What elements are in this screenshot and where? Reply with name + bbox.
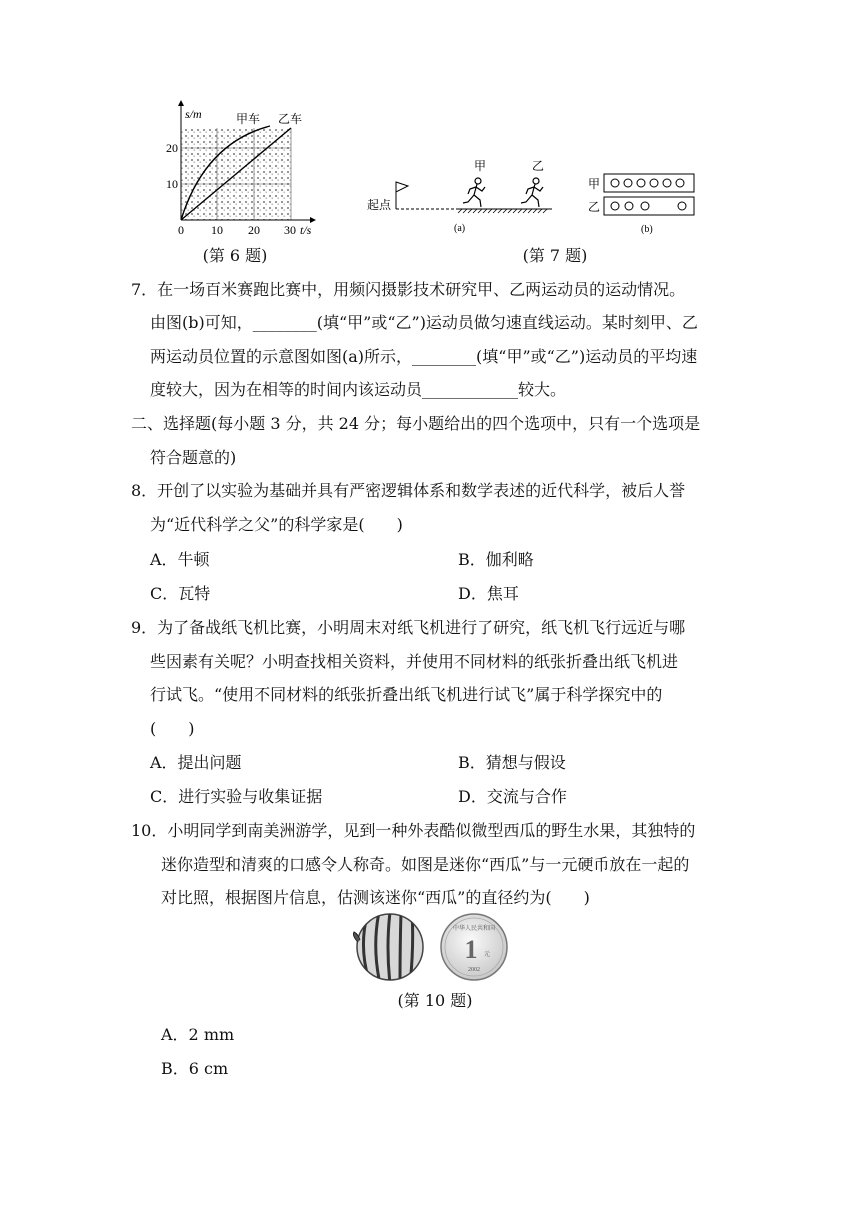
fig6-caption: (第 6 题) bbox=[202, 246, 268, 265]
start-flag bbox=[396, 182, 408, 192]
q8-option-d: D．焦耳 bbox=[458, 584, 519, 603]
y-axis-label: s/m bbox=[185, 107, 202, 121]
q8-line-2: 为“近代科学之父”的科学家是( ) bbox=[150, 515, 403, 534]
q9-line-3: 行试飞。“使用不同材料的纸张折叠出纸飞机进行试飞”属于科学探究中的 bbox=[150, 685, 663, 704]
section2-heading-2: 符合题意的) bbox=[150, 448, 237, 467]
q7-line-2: 由图(b)可知，________(填“甲”或“乙”)运动员做匀速直线运动。某时刻甲、乙 bbox=[150, 313, 698, 332]
start-label: 起点 bbox=[367, 198, 392, 212]
sub-label-b: (b) bbox=[641, 224, 653, 235]
q9-option-c: C．进行实验与收集证据 bbox=[150, 787, 323, 806]
coin-country-text: 中华人民共和国 bbox=[452, 926, 496, 932]
series-label-yi: 乙车 bbox=[278, 112, 303, 126]
fig10-image bbox=[348, 912, 518, 984]
series-label-jia: 甲车 bbox=[236, 112, 261, 126]
q7-line-1: 7．在一场百米赛跑比赛中，用频闪摄影技术研究甲、乙两运动员的运动情况。 bbox=[131, 280, 686, 299]
x-tick-0: 0 bbox=[178, 223, 184, 237]
q9-option-d: D．交流与合作 bbox=[458, 787, 567, 806]
row-label-yi: 乙 bbox=[588, 200, 601, 214]
row-label-jia: 甲 bbox=[588, 177, 601, 191]
fig6-graph bbox=[160, 98, 320, 238]
fig7-caption: (第 7 题) bbox=[522, 246, 588, 265]
q9-line-2: 些因素有关呢？小明查找相关资料，并使用不同材料的纸张折叠出纸飞机进 bbox=[150, 652, 679, 671]
q10-line-3: 对比照，根据图片信息，估测该迷你“西瓜”的直径约为( ) bbox=[161, 888, 590, 907]
q10-line-1: 10．小明同学到南美洲游学，见到一种外表酷似微型西瓜的野生水果，其独特的 bbox=[131, 821, 696, 840]
x-tick-20: 20 bbox=[248, 223, 260, 237]
fig10-caption: (第 10 题) bbox=[397, 991, 473, 1010]
coin-unit: 元 bbox=[483, 952, 491, 958]
q9-option-a: A．提出问题 bbox=[150, 753, 242, 772]
q7-line-4: 度较大，因为在相等的时间内该运动员____________较大。 bbox=[150, 380, 567, 399]
q8-option-c: C．瓦特 bbox=[150, 584, 211, 603]
one-yuan-coin bbox=[441, 914, 507, 980]
q9-line-1: 9．为了备战纸飞机比赛，小明周末对纸飞机进行了研究，纸飞机飞行远近与哪 bbox=[131, 618, 686, 637]
q10-option-b: B．6 cm bbox=[161, 1059, 229, 1078]
coin-value: 1 bbox=[464, 935, 478, 964]
fig7a-diagram bbox=[364, 154, 564, 236]
y-tick-20: 20 bbox=[166, 141, 178, 155]
fig7b-diagram bbox=[584, 168, 700, 236]
q8-option-a: A．牛顿 bbox=[150, 550, 210, 569]
q9-line-4: ( ) bbox=[150, 719, 195, 738]
runner-jia bbox=[463, 178, 485, 207]
x-axis-label: t/s bbox=[300, 223, 312, 237]
q8-line-1: 8．开创了以实验为基础并具有严密逻辑体系和数学表述的近代科学，被后人誉 bbox=[131, 481, 686, 500]
runner-yi bbox=[521, 178, 543, 207]
q8-option-b: B．伽利略 bbox=[458, 550, 534, 569]
melon-stem bbox=[354, 932, 361, 942]
coin-year: 2002 bbox=[468, 967, 480, 973]
y-tick-10: 10 bbox=[166, 177, 178, 191]
runner-label-yi: 乙 bbox=[532, 159, 545, 173]
q7-line-3: 两运动员位置的示意图如图(a)所示，________(填“甲”或“乙”)运动员的平均速 bbox=[150, 347, 698, 366]
section2-heading-1: 二、选择题(每小题 3 分，共 24 分；每小题给出的四个选项中，只有一个选项是 bbox=[131, 414, 701, 433]
runner-label-jia: 甲 bbox=[474, 159, 487, 173]
x-tick-30: 30 bbox=[284, 223, 296, 237]
q10-line-2: 迷你造型和清爽的口感令人称奇。如图是迷你“西瓜”与一元硬币放在一起的 bbox=[161, 855, 690, 874]
q9-option-b: B．猜想与假设 bbox=[458, 753, 566, 772]
x-tick-10: 10 bbox=[211, 223, 223, 237]
sub-label-a: (a) bbox=[454, 223, 466, 234]
mini-watermelon bbox=[354, 912, 425, 984]
q10-option-a: A．2 mm bbox=[161, 1025, 235, 1044]
